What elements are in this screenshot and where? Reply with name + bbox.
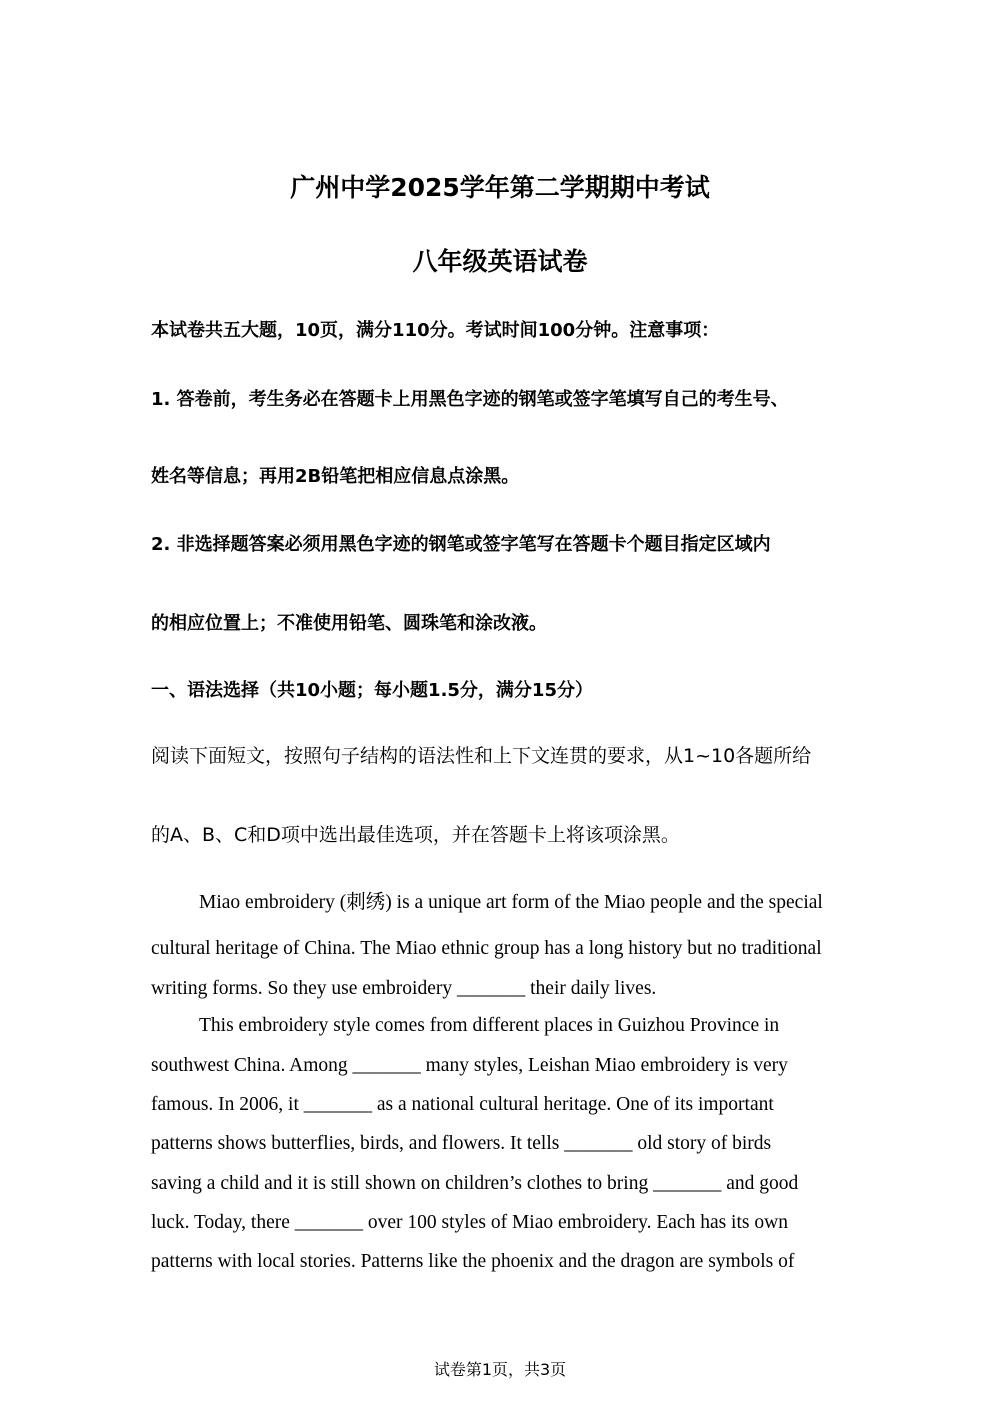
section-1-heading: 一、语法选择（共10小题；每小题1.5分，满分15分） — [151, 680, 593, 701]
instruction-item-2-line-1: 2. 非选择题答案必须用黑色字迹的钢笔或签字笔写在答题卡个题目指定区域内 — [151, 534, 771, 555]
passage-line: saving a child and it is still shown on children’s clothes to bring _______ and good — [151, 1173, 799, 1194]
passage-line: southwest China. Among _______ many styles, Leishan Miao embroidery is very — [151, 1055, 788, 1076]
passage-line: luck. Today, there _______ over 100 styles of Miao embroidery. Each has its own — [151, 1212, 788, 1233]
page-footer: 试卷第1页，共3页 — [433, 1360, 567, 1379]
exam-title: 广州中学2025学年第二学期期中考试 — [290, 173, 710, 202]
passage-line: famous. In 2006, it _______ as a national cultural heritage. One of its important — [151, 1094, 774, 1115]
section-1-direction-line-1: 阅读下面短文，按照句子结构的语法性和上下文连贯的要求，从1~10各题所给 — [151, 745, 812, 767]
passage-line: patterns shows butterflies, birds, and flowers. It tells _______ old story of birds — [151, 1133, 772, 1154]
instruction-item-1-line-1: 1. 答卷前，考生务必在答题卡上用黑色字迹的钢笔或签字笔填写自己的考生号、 — [151, 389, 789, 410]
instruction-item-1-line-2: 姓名等信息；再用2B铅笔把相应信息点涂黑。 — [151, 466, 520, 487]
instruction-item-2-line-2: 的相应位置上；不准使用铅笔、圆珠笔和涂改液。 — [151, 613, 547, 634]
section-1-direction-line-2: 的A、B、C和D项中选出最佳选项，并在答题卡上将该项涂黑。 — [151, 824, 680, 846]
instructions-intro: 本试卷共五大题，10页，满分110分。考试时间100分钟。注意事项： — [151, 320, 720, 341]
passage-line: cultural heritage of China. The Miao ethnic group has a long history but no traditional — [151, 938, 822, 959]
exam-subtitle: 八年级英语试卷 — [412, 247, 588, 276]
passage-line: writing forms. So they use embroidery _______ their daily lives. — [151, 978, 657, 999]
passage-line: Miao embroidery (刺绣) is a unique art form of the Miao people and the special — [199, 892, 823, 913]
passage-line: This embroidery style comes from different places in Guizhou Province in — [199, 1015, 780, 1036]
passage-line: patterns with local stories. Patterns like the phoenix and the dragon are symbols of — [151, 1251, 795, 1272]
